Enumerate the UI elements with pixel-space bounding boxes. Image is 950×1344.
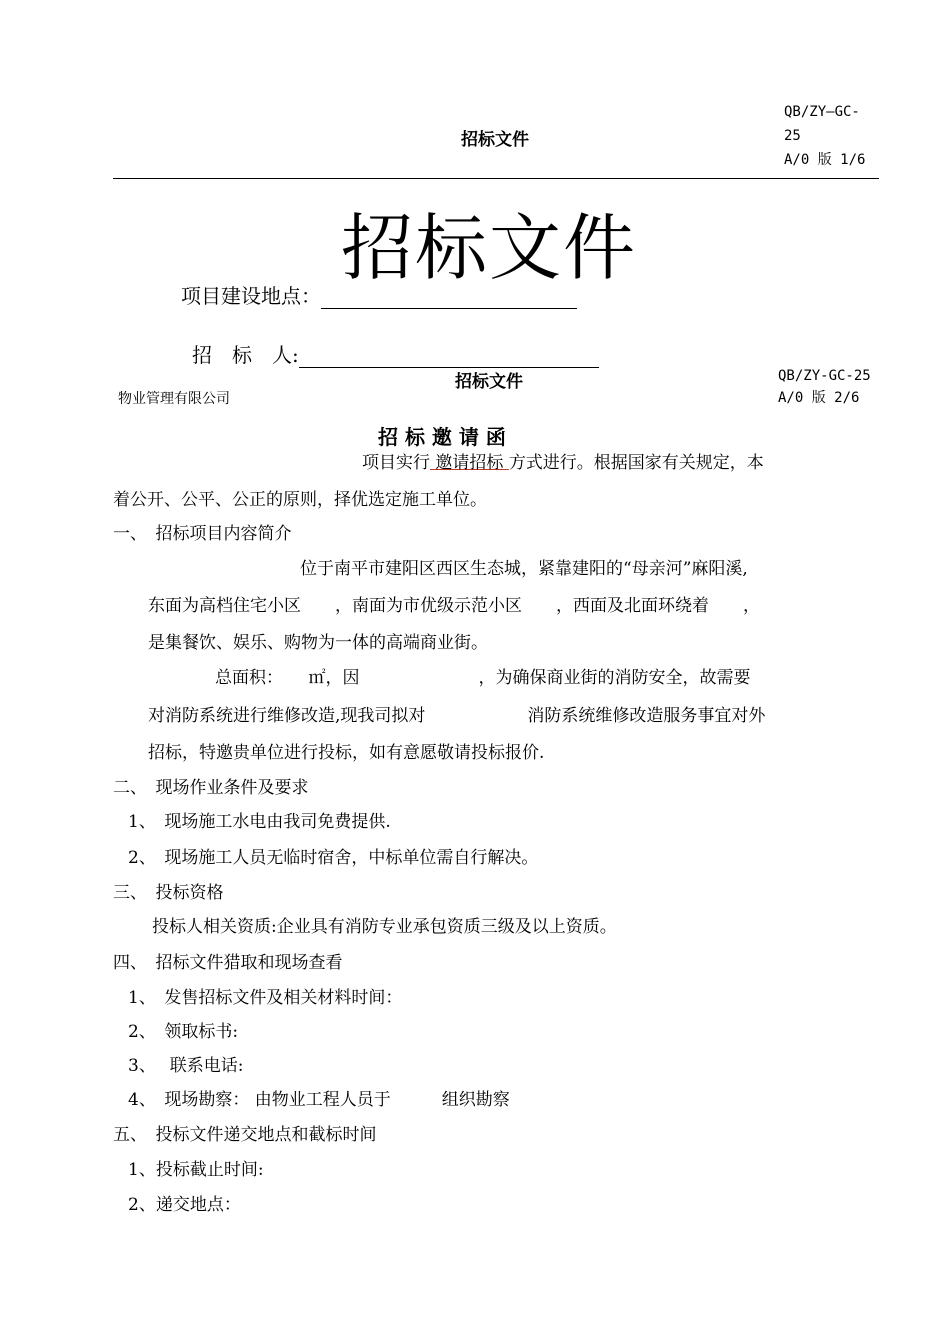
section-5-title: 五、 投标文件递交地点和截标时间 [113,1125,377,1145]
bidder-row [192,339,599,368]
location-label: 项目建设地点： [181,284,321,308]
doc2-version: A/0 版 2/6 [778,390,860,406]
company-name: 物业管理有限公司 [118,391,230,407]
section-1-title: 一、 招标项目内容简介 [113,524,292,544]
section-3-title: 三、 投标资格 [113,883,224,903]
s2-item-2: 2、 现场施工人员无临时宿舍，中标单位需自行解决。 [128,848,539,868]
s1-line-5: 对消防系统进行维修改造,现我司拟对 消防系统维修改造服务事宜对外 [148,706,766,726]
section-2-title: 二、 现场作业条件及要求 [113,778,309,798]
s5-item-2: 2、递交地点： [128,1195,241,1215]
header-title: 招标文件 [461,130,529,150]
para-1-a: 项目实行 [362,453,430,473]
s3-line-1: 投标人相关资质:企业具有消防专业承包资质三级及以上资质。 [152,917,617,937]
doc-code-cont: 25 [784,128,801,144]
s4-item-4: 4、 现场勘察： 由物业工程人员于 组织勘察 [128,1090,510,1110]
s4-item-3: 3、 联系电话: [128,1056,244,1076]
para-1-cont: 着公开、公平、公正的原则，择优选定施工单位。 [113,490,487,510]
s4-item-1: 1、 发售招标文件及相关材料时间： [128,988,403,1008]
s5-item-1: 1、投标截止时间: [128,1160,264,1180]
s1-line-3: 是集餐饮、娱乐、购物为一体的高端商业街。 [148,633,488,653]
letter-title: 招 标 邀 请 函 [378,425,506,449]
s1-line-6: 招标，特邀贵单位进行投标，如有意愿敬请投标报价. [148,743,545,763]
s1-line-2: 东面为高档住宅小区 ，南面为市优级示范小区 ，西面及北面环绕着 ， [148,596,760,616]
location-blank [321,286,577,309]
s4-item-2: 2、 领取标书: [128,1022,239,1042]
location-row [181,280,577,309]
doc-code: QB/ZY—GC- [784,104,860,120]
bidder-blank [299,345,599,368]
doc2-code: QB/ZY-GC-25 [778,368,871,384]
bidder-label: 招 标 人: [192,343,299,367]
section-4-title: 四、 招标文件猎取和现场查看 [113,953,343,973]
doc-version: A/0 版 1/6 [784,152,866,168]
para-1-b: 方式进行。根据国家有关规定，本 [508,453,764,473]
s1-line-4: 总面积： ㎡，因 ，为确保商业街的消防安全，故需要 [215,668,751,688]
para-1 [362,448,764,473]
s2-item-1: 1、 现场施工水电由我司免费提供. [128,812,391,832]
header2-title: 招标文件 [455,372,523,392]
header-divider [113,178,879,179]
bid-method: 邀请招标 [430,453,509,473]
cover-title: 招标文件 [341,206,638,290]
s1-line-1: 位于南平市建阳区西区生态城，紧靠建阳的“母亲河”麻阳溪, [300,559,748,579]
